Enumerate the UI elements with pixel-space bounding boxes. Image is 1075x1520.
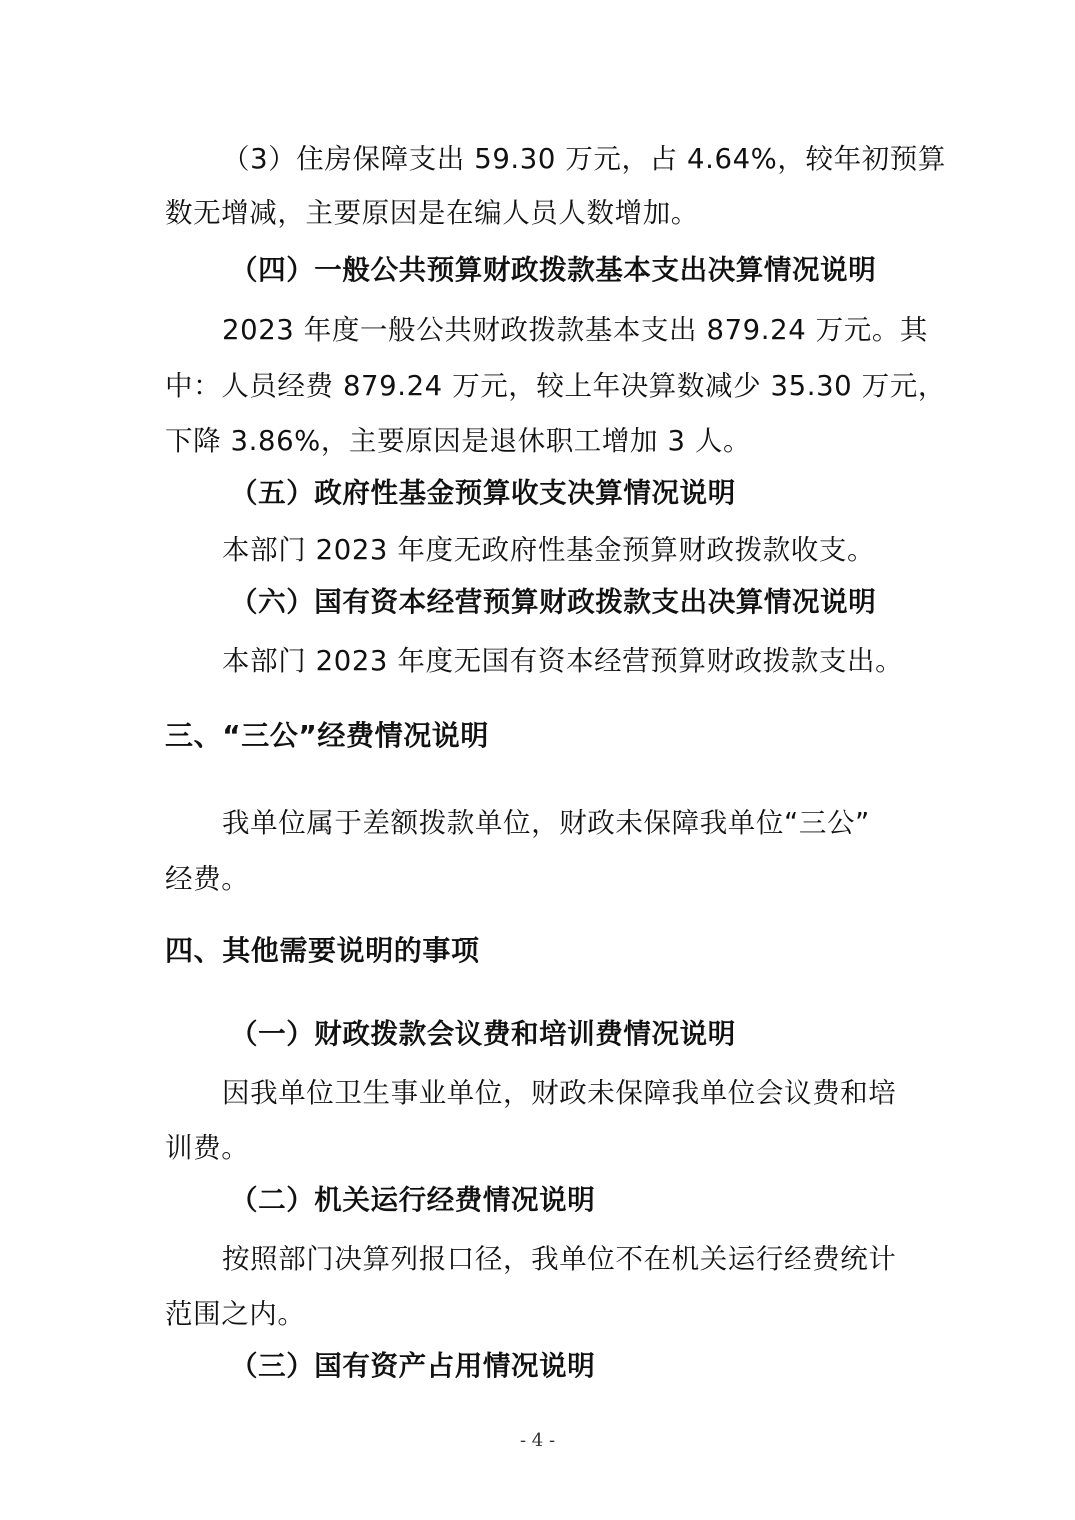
heading-other-matters: 四、其他需要说明的事项 xyxy=(165,934,480,967)
heading-three-public-expenses: 三、“三公”经费情况说明 xyxy=(165,719,490,752)
housing-expenditure-line-1: （3）住房保障支出 59.30 万元，占 4.64%，较年初预算 xyxy=(222,143,947,175)
basic-expenditure-line-3: 下降 3.86%，主要原因是退休职工增加 3 人。 xyxy=(165,425,752,457)
meeting-training-line-2: 训费。 xyxy=(165,1132,250,1164)
government-fund-line: 本部门 2023 年度无政府性基金预算财政拨款收支。 xyxy=(222,534,876,566)
housing-expenditure-line-2: 数无增减，主要原因是在编人员人数增加。 xyxy=(165,197,699,229)
three-public-expenses-line-2: 经费。 xyxy=(165,863,250,895)
section-heading-basic-expenditure: （四）一般公共预算财政拨款基本支出决算情况说明 xyxy=(230,254,877,286)
three-public-expenses-line-1: 我单位属于差额拨款单位，财政未保障我单位“三公” xyxy=(222,807,870,839)
section-heading-government-fund: （五）政府性基金预算收支决算情况说明 xyxy=(230,477,736,509)
section-heading-state-capital: （六）国有资本经营预算财政拨款支出决算情况说明 xyxy=(230,586,877,618)
page-number: - 4 - xyxy=(519,1430,556,1451)
basic-expenditure-line-2: 中：人员经费 879.24 万元，较上年决算数减少 35.30 万元， xyxy=(165,370,946,402)
section-heading-state-assets: （三）国有资产占用情况说明 xyxy=(230,1350,596,1382)
section-heading-agency-operation: （二）机关运行经费情况说明 xyxy=(230,1184,596,1216)
agency-operation-line-1: 按照部门决算列报口径，我单位不在机关运行经费统计 xyxy=(222,1243,897,1275)
basic-expenditure-line-1: 2023 年度一般公共财政拨款基本支出 879.24 万元。其 xyxy=(222,314,929,346)
section-heading-meeting-training: （一）财政拨款会议费和培训费情况说明 xyxy=(230,1018,736,1050)
meeting-training-line-1: 因我单位卫生事业单位，财政未保障我单位会议费和培 xyxy=(222,1077,897,1109)
state-capital-line: 本部门 2023 年度无国有资本经营预算财政拨款支出。 xyxy=(222,645,904,677)
agency-operation-line-2: 范围之内。 xyxy=(165,1298,306,1330)
